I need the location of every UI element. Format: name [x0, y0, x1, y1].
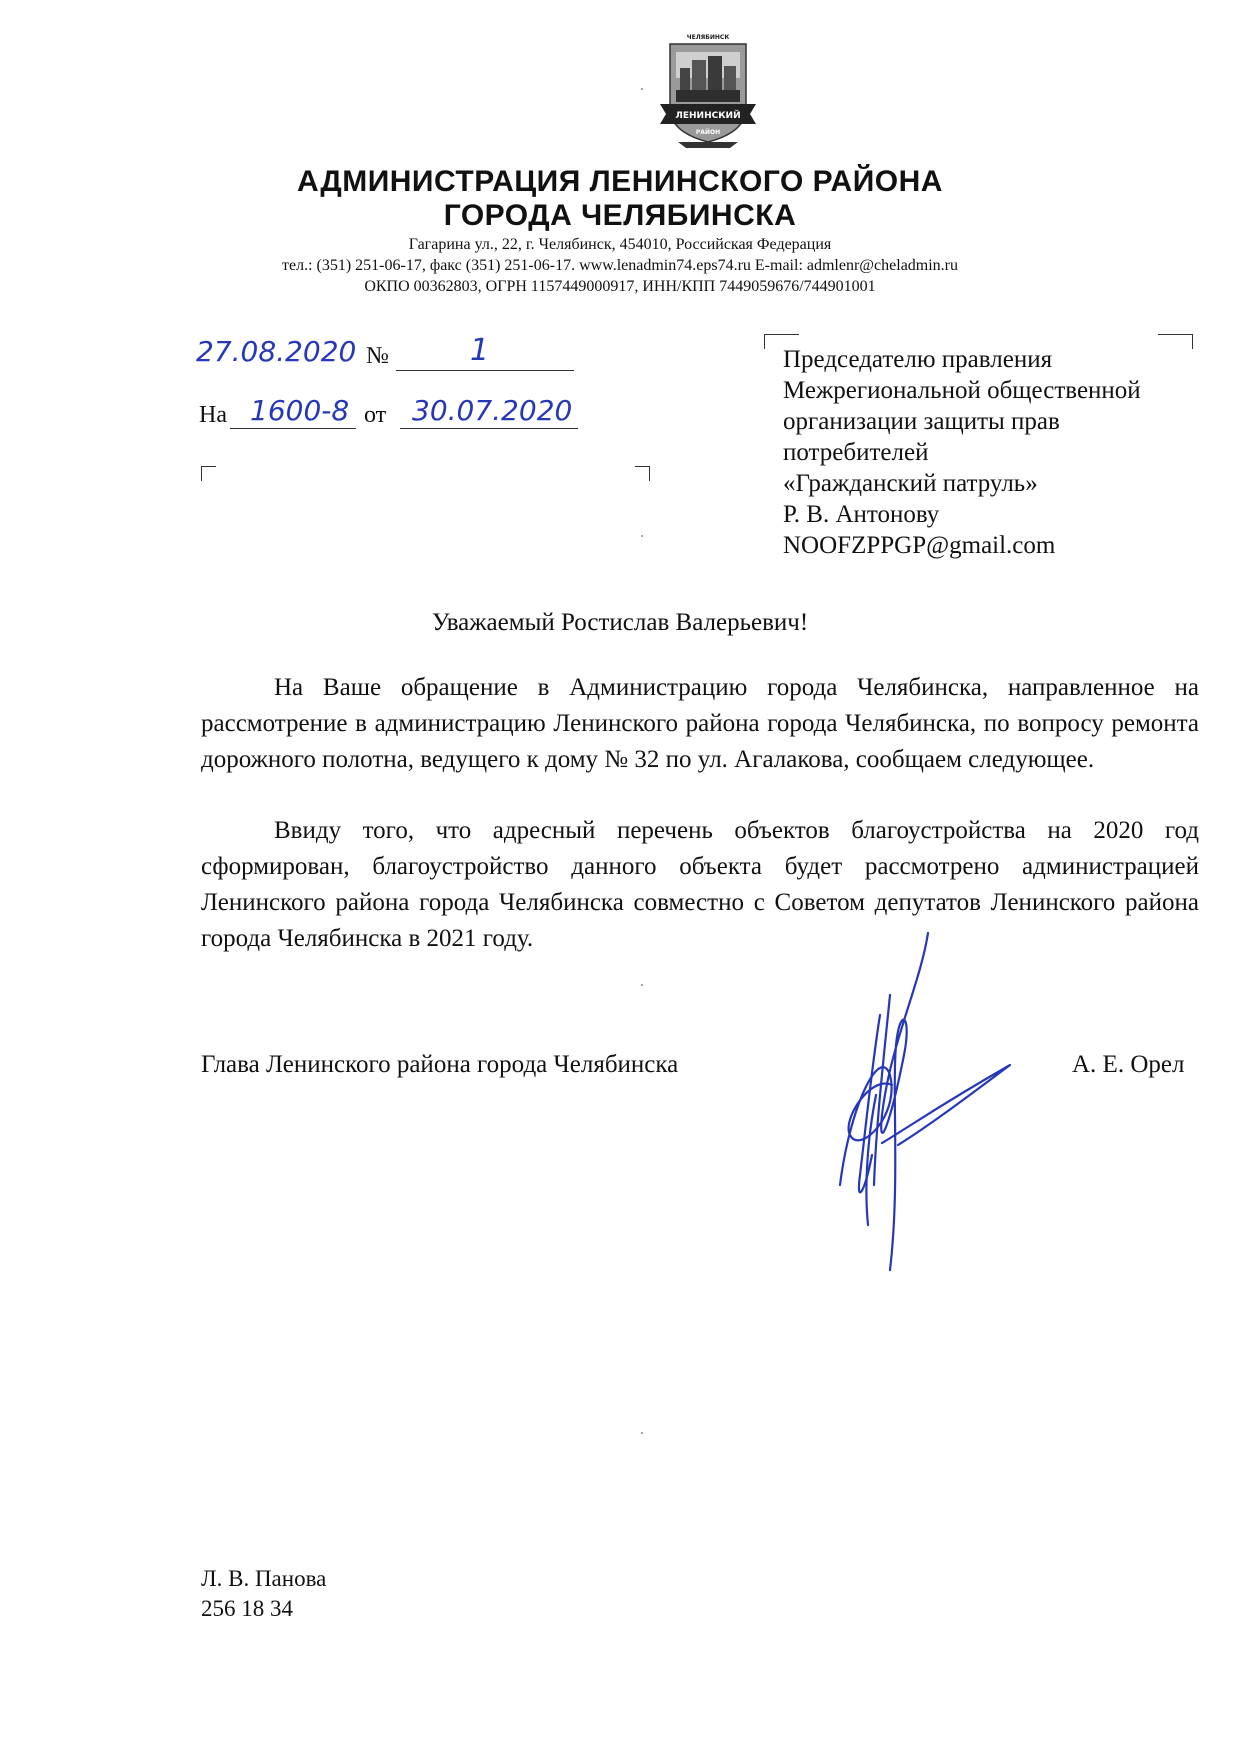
scan-speck	[641, 1432, 643, 1434]
scan-speck	[641, 88, 643, 90]
organization-name-line2: ГОРОДА ЧЕЛЯБИНСКА	[443, 199, 797, 232]
salutation: Уважаемый Ростислав Валерьевич!	[431, 609, 809, 636]
organization-address: Гагарина ул., 22, г. Челябинск, 454010, Российская Федерация	[408, 236, 832, 253]
emblem-bottom-text: РАЙОН	[695, 129, 721, 136]
organization-name-line1: АДМИНИСТРАЦИЯ ЛЕНИНСКОГО РАЙОНА	[297, 165, 943, 198]
addressee-line: Межрегиональной общественной	[783, 377, 1141, 404]
addressee-bracket-right	[1158, 334, 1193, 349]
addressee-line: организации защиты прав	[783, 408, 1060, 435]
reference-from-label: от	[364, 402, 387, 428]
reference-label: На	[199, 402, 227, 428]
number-label: №	[366, 343, 389, 369]
signatory-name: А. Е. Орел	[1072, 1051, 1185, 1078]
addressee-line: «Гражданский патруль»	[783, 470, 1038, 497]
scan-speck	[641, 984, 643, 986]
signatory-title: Глава Ленинского района города Челябинска	[201, 1051, 679, 1078]
executor-phone: 256 18 34	[201, 1596, 293, 1621]
addressee-line: Председателю правления	[783, 346, 1053, 373]
reference-date: 30.07.2020	[412, 394, 573, 427]
bracket-top-right	[635, 466, 650, 481]
reference-number: 1600-8	[250, 394, 350, 427]
coat-of-arms-emblem	[658, 30, 758, 152]
body-paragraph-2: Ввиду того, что адресный перечень объектов благоустройства на 2020 год сформирован, благоустройство данного объекта будет рассмотрено администрацией Ленинского района города Челябинска совместно с Советом депутатов Ленинского района города Челябинска в 2021 году.	[201, 817, 1199, 952]
body-paragraph-1: На Ваше обращение в Администрацию города Челябинска, направленное на рассмотрение в администрацию Ленинского района города Челябинска, по вопросу ремонта дорожного полотна, ведущего к дому № 32 по ул. Агалакова, сообщаем следующее.	[201, 674, 1199, 773]
addressee-email: NOOFZPPGP@gmail.com	[783, 532, 1056, 559]
addressee-line: Р. В. Антонову	[783, 501, 940, 528]
organization-contacts: тел.: (351) 251-06-17, факс (351) 251-06-17. www.lenadmin74.eps74.ru E-mail: admlenr@cheladmin.ru	[281, 257, 959, 274]
executor-name: Л. В. Панова	[201, 1566, 327, 1591]
addressee-line: потребителей	[783, 439, 929, 466]
bracket-top-left	[201, 466, 216, 481]
scan-speck	[641, 535, 643, 537]
letter-date: 27.08.2020	[196, 335, 357, 368]
emblem-ribbon-text: ЛЕНИНСКИЙ	[675, 111, 741, 121]
letter-number: 1	[470, 333, 490, 368]
addressee-block	[783, 344, 1141, 561]
organization-codes: ОКПО 00362803, ОГРН 1157449000917, ИНН/КПП 7449059676/744901001	[364, 278, 876, 295]
emblem-top-text: ЧЕЛЯБИНСК	[686, 34, 730, 41]
handwritten-signature	[820, 925, 1020, 1275]
